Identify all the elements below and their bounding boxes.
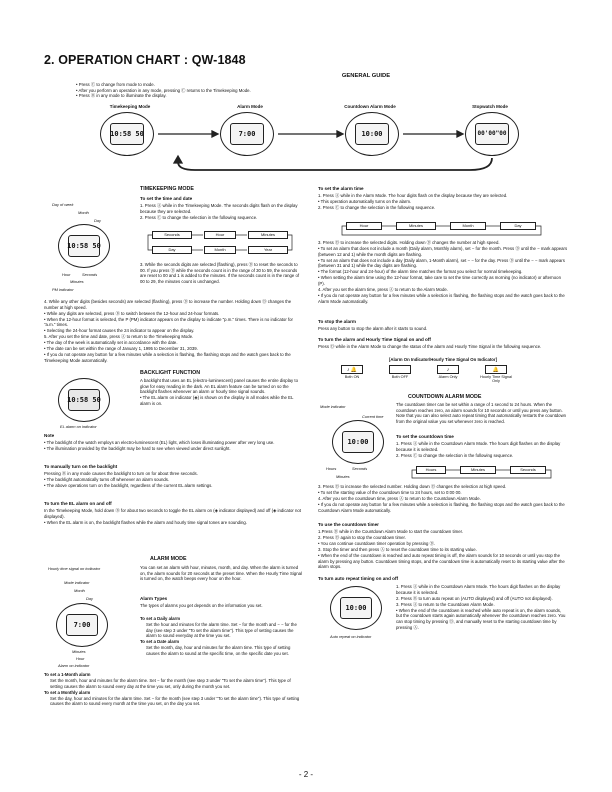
callout-pm-indicator: PM indicator — [52, 287, 74, 292]
state-label: Both OFF — [391, 375, 409, 379]
watch-display: 10:58 50 — [67, 395, 101, 404]
seq-hours: Hours — [416, 466, 446, 474]
alarm-type-head: To set a 1-Month alarm — [44, 672, 91, 677]
para-line: Pressing Ⓑ in any mode causes the backlight to turn on for about three seconds. — [44, 471, 198, 476]
para-line: • To set an alarm that does not include a day (Daily alarm, 1-Month alarm), set − − for the day. Press Ⓓ until the − − mark appears (between 31 and 1) while the day digits are flashing. — [318, 257, 565, 269]
heading-stop-alarm: To stop the alarm — [318, 319, 356, 324]
watch-display: 10:00 — [345, 603, 367, 612]
para-line: 2. Press Ⓒ to change the selection in the following sequence. — [396, 452, 514, 458]
watch-display: 00'00"00 — [477, 129, 507, 137]
para-line: 2. Press Ⓑ to turn auto repeat on (AUTO displayed) and off (AUTO not displayed). — [396, 595, 553, 601]
countdown-more — [318, 484, 568, 514]
step: 2. Press Ⓒ to change the selection in the following sequence. — [140, 214, 258, 220]
para-line: • To set the starting value of the countdown time to 24 hours, set to 0:00 00. — [318, 489, 462, 495]
mode-label-stopwatch: Stopwatch Mode — [472, 104, 508, 109]
para-line: 1. Press Ⓐ while in the Countdown Alarm Mode. The hours digit flashes on the display because it is selected. — [396, 584, 561, 595]
para-line: • The backlight of the watch employs an electro-luminescent (EL) light, which loses illuminating power after very long use. — [44, 440, 275, 445]
seq-seconds: Seconds — [510, 466, 546, 474]
alarm-types-list — [140, 616, 302, 657]
callout-el-alarm: EL alarm on indicator — [60, 424, 97, 429]
para-line: 1. Press Ⓐ while in the Countdown Alarm Mode. The hours digit flashes on the display because it is selected. — [396, 441, 561, 452]
callout-minutes: Minutes — [336, 474, 350, 479]
para-line: 2. Press Ⓓ again to stop the countdown timer. — [318, 534, 406, 540]
alarm-types-list-2 — [44, 672, 302, 707]
backlight-manual — [44, 471, 302, 489]
seq-seconds: Seconds — [152, 231, 192, 239]
para-line: A backlight that uses an EL (electro-luminescent) panel causes the entire display to glow for easy reading in the dark. An EL alarm feature can be turned on so the backlight flashes whenever an alarm or hourly time signal sounds. — [140, 378, 298, 395]
callout-hours: Hours — [326, 466, 337, 471]
seq-minutes: Minutes — [248, 231, 288, 239]
para-line: • The above operations turn on the backlight, regardless of the current EL alarm settings. — [44, 482, 213, 488]
para-line: • While any digits are selected, press Ⓑ to switch between the 12-hour and 24-hour formats. — [44, 310, 220, 316]
para-line: 3. Press Ⓓ to increase the selected number. Holding down Ⓓ changes the selection at high speed. — [318, 484, 507, 489]
seq-day: Day — [152, 246, 192, 254]
heading-el-alarm: To turn the EL alarm on and off — [44, 501, 112, 506]
countdown-body: The countdown timer can be set within a range of 1 second to 24 hours. When the countdown reaches zero, an alarm sounds for 10 seconds or until you press any button. Note that you can also select auto repeat timing that automatically restarts the countdown from the original value you set whenever zero is reached. — [396, 402, 567, 425]
para-line: • The date can be set within the range of January 1, 1995 to December 31, 2039. — [44, 346, 198, 352]
para-line: 3. Stop the timer and then press Ⓐ to reset the countdown time to its starting value. — [318, 546, 477, 552]
sequence-arrows — [145, 228, 295, 258]
para-line: 4. After you set the countdown time, press Ⓐ to return to the Countdown Alarm Mode. — [318, 495, 481, 501]
para-line: 4. While any other digits (besides seconds) are selected (flashing), press Ⓓ to increase the number. Holding down Ⓓ changes the number at high speed. — [44, 299, 292, 310]
state-label: Both ON — [344, 375, 360, 379]
para-line: • This operation automatically turns on the alarm. — [318, 198, 412, 204]
para-line: • When the end of the countdown is reached and auto repeat timing is off, the alarm sounds for 10 seconds or until you stop the alarm by pressing any button. Countdown timing stops, and the countdown time is automatically reset to its starting value after the alarm stops. — [318, 552, 565, 570]
para-line: • The backlight automatically turns off whenever an alarm sounds. — [44, 476, 170, 482]
callout-seconds: Seconds — [352, 466, 368, 471]
watch-alarm-detail — [56, 603, 108, 647]
para-line: • The format (12-hour and 24-hour) of the alarm time matches the format you select for normal timekeeping. — [318, 269, 523, 275]
backlight-body — [140, 378, 300, 407]
mode-label-countdown: Countdown Alarm Mode — [344, 104, 396, 109]
alarm-state-both-off — [384, 365, 416, 384]
backlight-el — [44, 508, 302, 526]
seq-year: Year — [248, 246, 288, 254]
callout-hour: Hour — [62, 272, 71, 277]
alarm-state-signal-only — [480, 365, 512, 384]
countdown-set-steps — [396, 441, 568, 459]
intro-line: • After you perform an operation in any mode, pressing Ⓒ returns to the Timekeeping Mode. — [76, 87, 251, 93]
step: 1. Press Ⓐ while in the Timekeeping Mode. The seconds digits flash on the display because they are selected. — [140, 203, 298, 214]
callout-seconds: Seconds — [82, 272, 98, 277]
callout-day-of-week: Day of week — [52, 202, 74, 207]
callout-day: Day — [94, 218, 101, 223]
watch-countdown-detail — [332, 420, 384, 464]
watch-timekeeping-detail — [58, 224, 110, 268]
callout-mode-indicator: Mode indicator — [320, 404, 346, 409]
intro-line: • Press Ⓒ to change from mode to mode. — [76, 82, 155, 87]
countdown-sequence-arrows — [410, 463, 556, 483]
callout-current-time: Current time — [362, 414, 384, 419]
para-line: 2. Press Ⓒ to change the selection in the following sequence. — [318, 204, 436, 210]
callout-hour: Hour — [76, 656, 85, 661]
alarm-types-intro: The types of alarms you get depends on the information you set. — [140, 603, 263, 608]
alarm-body: You can set an alarm with hour, minutes, month, and day. When the alarm is turned on, the alarm sounds for 20 seconds at the preset time. When the Hourly Time Signal is turned on, the watch beeps every hour on the hour. — [140, 565, 302, 582]
callout-alarm-on: Alarm on indicator — [58, 663, 90, 668]
alarm-toggle: Press Ⓓ while in the Alarm Mode to change the status of the alarm and Hourly Time Signal in the following sequence. — [318, 344, 542, 349]
watch-display: 10:58 50 — [67, 241, 101, 250]
callout-minutes: Minutes — [70, 279, 84, 284]
bell-icon: 🔔 — [485, 365, 507, 374]
para-line: • When the EL alarm is on, the backlight flashes while the alarm and hourly time signal tones are sounding. — [44, 519, 247, 525]
watch-display: 10:58 50 — [110, 129, 144, 138]
alarm-type-text: Set the day, hour and minutes for the alarm time. Set − for the month (see step 3 under "To set the alarm time"). This type of setting causes the alarm to sound every month at the time you set, on the day you set. — [50, 695, 300, 707]
heading-backlight: BACKLIGHT FUNCTION — [140, 370, 201, 376]
seq-minutes: Minutes — [460, 466, 496, 474]
para-line: • To set an alarm that does not include a month (Daily alarm, Monthly alarm), set − for the month. Press Ⓓ until the − mark appears (between 12 and 1) while the month digits are flashing. — [318, 245, 568, 257]
heading-countdown-mode: COUNTDOWN ALARM MODE — [408, 394, 482, 400]
para-line: • You can continue countdown timer operation by pressing Ⓓ. — [318, 540, 436, 546]
para-line: • When the end of the countdown is reached while auto repeat is on, the alarm sounds, but the countdown starts again automatically whenever the countdown reaches zero. You can stop timing by pressing Ⓓ, and manually reset to the starting countdown time by pressing Ⓐ. — [396, 607, 566, 630]
watch-display: 10:00 — [361, 129, 383, 138]
alarm-type-head: To set a Daily alarm — [140, 616, 181, 621]
mode-label-timekeeping: Timekeeping Mode — [109, 104, 151, 109]
heading-manual-backlight: To manually turn on the backlight — [44, 464, 118, 469]
callout-minutes: Minutes — [72, 649, 86, 654]
bell-off-icon — [389, 365, 411, 374]
mode-label-alarm: Alarm Mode — [237, 104, 263, 109]
heading-set-countdown: To set the countdown time — [396, 434, 454, 439]
para-line: 1.Press Ⓓ while in the Countdown Alarm Mode to start the countdown timer. — [318, 529, 463, 534]
callout-month: Month — [78, 210, 89, 215]
para-line: 1. Press Ⓐ while in the Alarm Mode. The hour digits flash on the display because they are selected. — [318, 193, 508, 198]
watch-display: 7:00 — [238, 129, 256, 138]
alarm-type-text: Set the month, hour and minutes for the alarm time. Set − for the month (see step 3 under "To set the alarm time"). This type of setting causes the alarm to sound every day at the time you set, only during the month you set. — [50, 677, 291, 689]
alarm-set-steps — [318, 193, 568, 211]
para-line: 3. Press Ⓐ to return to the Countdown Alarm Mode. — [396, 601, 495, 607]
timekeeping-step3: 3. While the seconds digits are selected (flashing), press Ⓓ to reset the seconds to 00. If you press Ⓓ while the seconds count is in the range of 30 to 59, the seconds are reset to 00 and 1 is added to the minutes. If the seconds count is in the range of 00 to 29, the minutes count is unchanged. — [140, 262, 300, 285]
alarm-toggle-caption: [Alarm On Indicator/Hourly Time Signal On Indicator] — [388, 357, 498, 362]
para-line: • The illumination provided by the backlight may be hard to see when viewed under direct sunlight. — [44, 445, 231, 451]
para-line: 5. After you set the time and date, press Ⓐ to return to the Timekeeping Mode. — [44, 334, 194, 340]
seq-hour: Hour — [204, 231, 236, 239]
heading-set-time-date: To set the time and date — [140, 196, 193, 201]
callout-month: Month — [74, 588, 85, 593]
seq-day: Day — [500, 222, 536, 230]
heading-alarm-mode: ALARM MODE — [150, 556, 187, 562]
page-number: - 2 - — [298, 770, 314, 779]
heading-auto-repeat: To turn auto repeat timing on and off — [318, 576, 399, 581]
timekeeping-steps — [140, 203, 300, 221]
intro-list — [76, 82, 376, 99]
para-line: • When setting the alarm time using the 12-hour format, take care to set the time correctly as morning (no indicator) or afternoon (P). — [318, 275, 561, 286]
heading-timekeeping-mode: TIMEKEEPING MODE — [140, 186, 194, 192]
para-line: 4. After you set the alarm time, press Ⓐ to return to the Alarm Mode. — [318, 286, 448, 292]
para-line: In the Timekeeping Mode, hold down Ⓑ for about two seconds to toggle the EL alarm on (◈ indicator displayed) and off (◈ indicator not displayed). — [44, 508, 301, 519]
alarm-type-text: Set the hour and minutes for the alarm time. Set − for the month and − − for the day (see step 3 under "To set the alarm time"). This type of setting causes the alarm to sound everyday at the time you set. — [146, 621, 297, 639]
seq-month: Month — [204, 246, 236, 254]
seq-month: Month — [450, 222, 486, 230]
callout-hourly-signal: Hourly time signal on indicator — [48, 566, 101, 571]
heading-alarm-types: Alarm Types — [140, 596, 168, 601]
para-line: • When the 12-hour format is selected, the P (PM) indicator appears on the display to indicate "p.m." times. There is no indicator for "a.m." times. — [44, 316, 293, 328]
bell-icon: ♪ 🔔 — [341, 365, 363, 374]
watch-backlight — [58, 378, 110, 422]
para-line: • If you do not operate any button for a few minutes while a selection is flashing, the flashing stops and the watch goes back to the Alarm Mode automatically. — [318, 292, 565, 304]
alarm-state-both-on — [336, 365, 368, 384]
para-line: • If you do not operate any button for a few minutes while a selection is flashing, the flashing stops and the watch goes back to the Countdown Alarm Mode automatically. — [318, 501, 565, 513]
para-line: • If you do not operate any button for a few minutes while a selection is flashing, the flashing stops and the watch goes back to the Timekeeping Mode automatically. — [44, 352, 291, 363]
alarm-state-row — [336, 365, 512, 384]
para-line: • The day of the week is automatically set in accordance with the date. — [44, 340, 178, 346]
alarm-icon: ♪ — [437, 365, 459, 374]
page-title: 2. OPERATION CHART : QW-1848 — [44, 53, 246, 67]
alarm-state-alarm-only — [432, 365, 464, 384]
alarm-type-head: To set a Date alarm — [140, 639, 180, 645]
callout-auto-repeat: Auto repeat on indicator — [330, 634, 372, 639]
seq-hour: Hour — [346, 222, 382, 230]
intro-line: • Press Ⓑ in any mode to illuminate the display. — [76, 93, 167, 99]
heading-use-countdown: To use the countdown timer — [318, 522, 379, 527]
alarm-sequence-arrows — [340, 219, 546, 239]
section-title-general-guide: GENERAL GUIDE — [341, 73, 391, 79]
watch-display: 7:00 — [73, 620, 91, 629]
callout-day: Day — [86, 596, 93, 601]
mode-flow-arrows — [90, 110, 530, 180]
heading-set-alarm: To set the alarm time — [318, 186, 364, 191]
callout-mode-indicator: Mode indicator — [64, 580, 90, 585]
watch-auto-repeat — [330, 586, 382, 630]
alarm-set-more — [318, 240, 568, 304]
para-line: • The EL alarm on indicator (◈) is shown on the display in all modes while the EL alarm is on. — [140, 395, 294, 406]
countdown-repeat — [396, 584, 568, 631]
heading-toggle-alarm: To turn the alarm and Hourly Time Signal on and off — [318, 337, 431, 342]
timekeeping-more — [44, 299, 302, 364]
countdown-use — [318, 529, 568, 570]
para-line: 3. Press Ⓓ to increase the selected digits. Holding down Ⓓ changes the number at high speed. — [318, 240, 500, 245]
alarm-type-head: To set a Monthly alarm — [44, 689, 91, 695]
seq-minutes: Minutes — [396, 222, 436, 230]
state-label: Hourly Time Signal Only — [480, 375, 512, 384]
state-label: Alarm Only — [438, 375, 458, 379]
watch-display: 10:00 — [347, 437, 369, 446]
heading-note: Note — [44, 433, 55, 438]
para-line: • Selecting the 24-hour format causes the 24 indicator to appear on the display. — [44, 328, 195, 334]
alarm-stop: Press any button to stop the alarm after it starts to sound. — [318, 326, 428, 331]
alarm-type-text: Set the month, day, hour and minutes for the alarm time. This type of setting causes the alarm to sound at the specific time, on the specific date you set. — [146, 645, 291, 656]
backlight-notes — [44, 440, 302, 452]
